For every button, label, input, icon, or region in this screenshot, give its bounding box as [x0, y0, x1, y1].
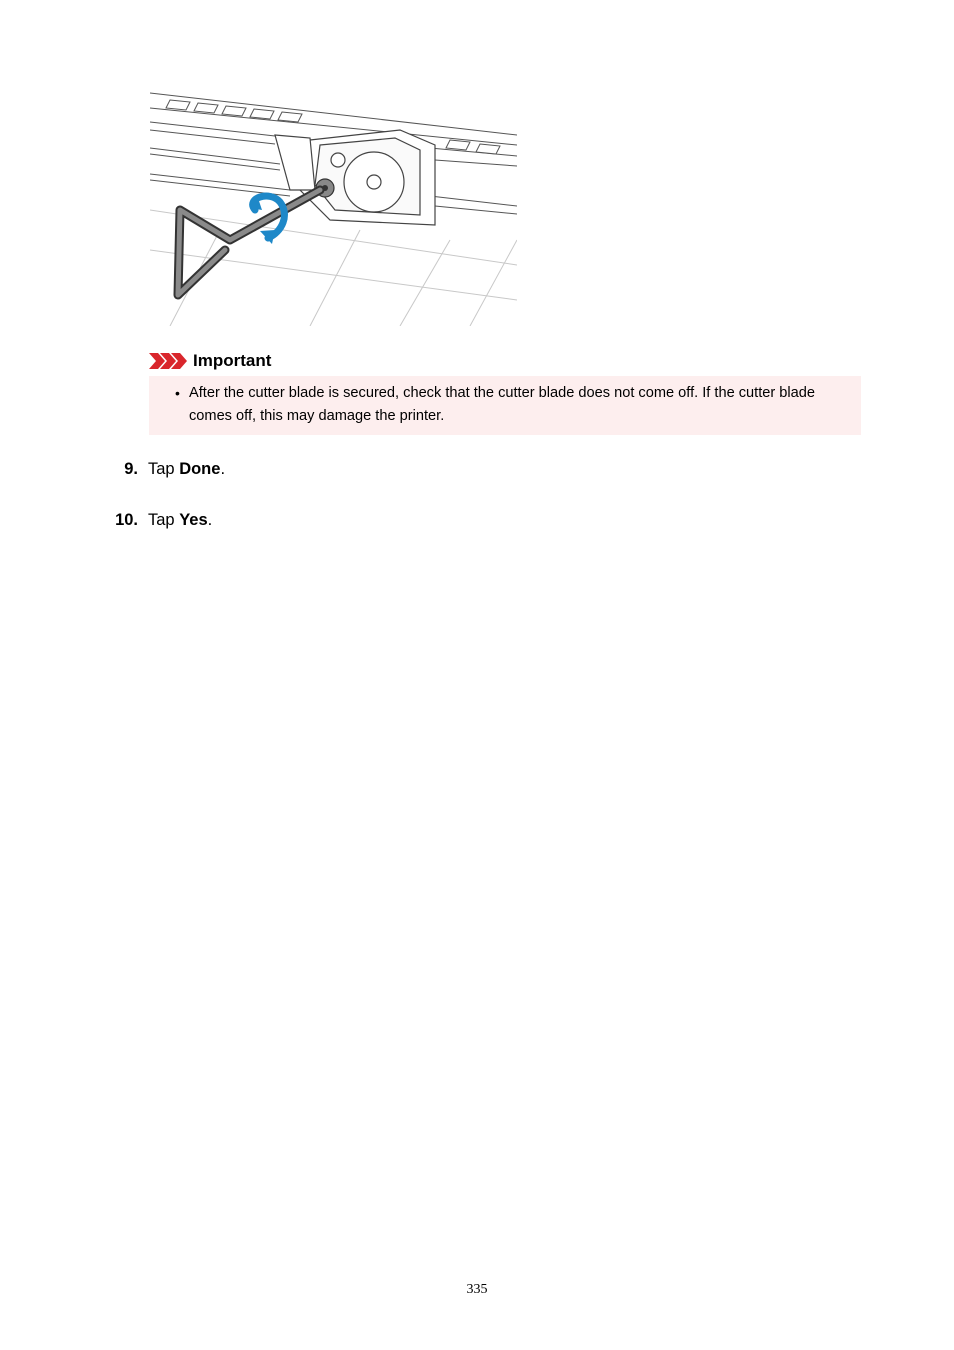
- important-item: After the cutter blade is secured, check that the cutter blade does not come off. If the cutter blade comes off, this may damage the printer.: [189, 385, 816, 424]
- important-icon: [149, 352, 187, 370]
- step-strong: Done: [179, 460, 221, 478]
- cutter-blade-illustration: [150, 90, 517, 326]
- important-title: Important: [193, 351, 272, 370]
- step-suffix: .: [207, 511, 213, 529]
- step-suffix: .: [220, 460, 226, 478]
- important-box: [149, 376, 861, 435]
- step-prefix: Tap: [148, 511, 180, 529]
- bullet-icon: •: [175, 385, 180, 401]
- step-prefix: Tap: [148, 460, 180, 478]
- step-number: 9.: [124, 460, 138, 478]
- step-text: [148, 460, 225, 479]
- page-number: 335: [466, 1282, 488, 1297]
- step-number: 10.: [115, 511, 138, 529]
- important-header: [149, 350, 271, 372]
- illustration-svg: [150, 90, 517, 326]
- step-text: [148, 511, 212, 530]
- step-strong: Yes: [179, 511, 208, 529]
